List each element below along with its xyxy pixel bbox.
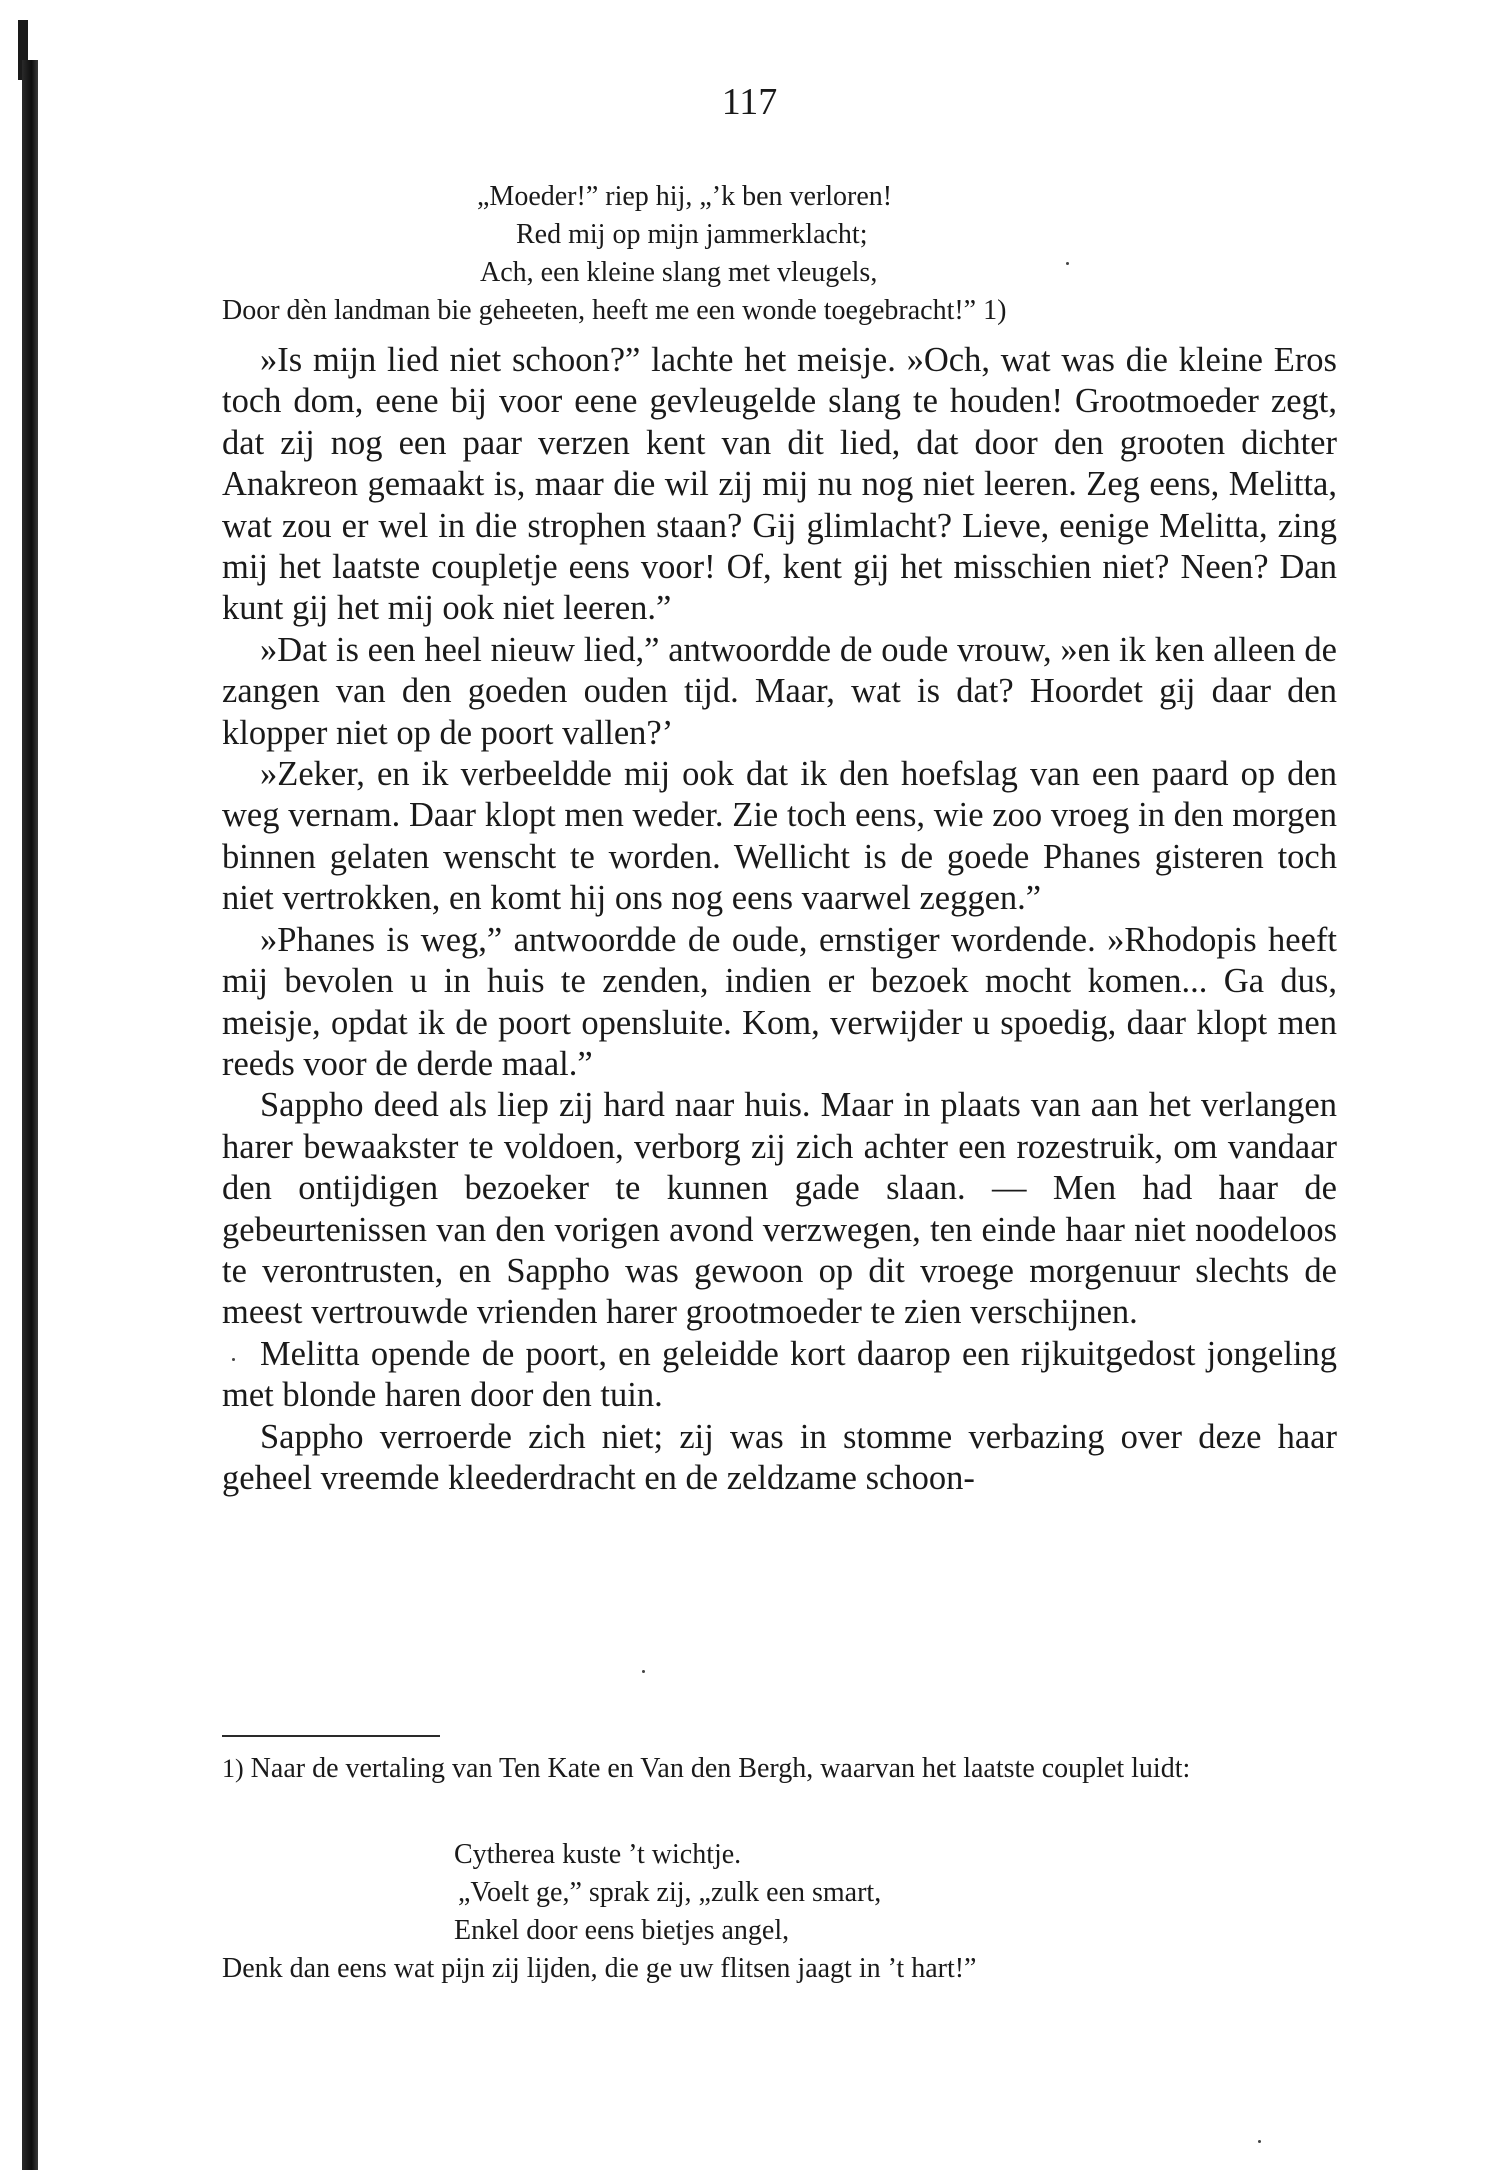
poem	[222, 178, 1352, 330]
paragraph: Sappho verroerde zich niet; zij was in stomme verbazing over deze haar geheel vreemde kleederdracht en de zeldzame schoon-	[222, 1417, 1337, 1497]
paragraph: Melitta opende de poort, en geleidde kort daarop een rijkuitgedost jongeling met blonde haren door den tuin.	[222, 1334, 1337, 1415]
footnote-marker: 1)	[222, 1754, 244, 1783]
paper-speck	[232, 1358, 235, 1361]
footnote-verse-line: Cytherea kuste ’t wichtje.	[454, 1839, 742, 1870]
poem-line: Red mij op mijn jammerklacht;	[516, 219, 868, 250]
paragraph: »Is mijn lied niet schoon?” lachte het meisje. »Och, wat was die kleine Eros toch dom, eene bij voor eene gevleugelde slang te houden! Grootmoeder zegt, dat zij nog een paar verzen kent van dit lied, dat door den grooten dichter Anakreon gemaakt is, maar die wil zij mij nu nog niet leeren. Zeg eens, Melitta, wat zou er wel in die strophen staan? Gij glimlacht? Lieve, eenige Melitta, zing mij het laatste coupletje eens voor! Of, kent gij het misschien niet? Neen? Dan kunt gij het mij ook niet leeren.”	[222, 341, 1337, 628]
footnote-verse-line: Denk dan eens wat pijn zij lijden, die ge uw flitsen jaagt in ’t hart!”	[222, 1953, 977, 1984]
paper-speck	[1066, 262, 1069, 265]
footnote-rule	[222, 1735, 440, 1737]
body-text	[222, 340, 1337, 1499]
poem-line: „Moeder!” riep hij, „’k ben verloren!	[477, 181, 893, 212]
footnote-verse-line: „Voelt ge,” sprak zij, „zulk een smart,	[458, 1877, 882, 1908]
paper-speck	[1258, 2140, 1261, 2143]
paragraph: Sappho deed als liep zij hard naar huis. Maar in plaats van aan het verlangen harer bewaakster te voldoen, verborg zij zich achter een rozestruik, om vandaar den ontijdigen bezoeker te kunnen gade slaan. — Men had haar de gebeurtenissen van den vorigen avond verzwegen, ten einde haar niet noodeloos te verontrusten, en Sappho was gewoon op dit vroege morgenuur slechts de meest vertrouwde vrienden harer grootmoeder te zien verschijnen.	[222, 1086, 1337, 1332]
paragraph: »Zeker, en ik verbeeldde mij ook dat ik den hoefslag van een paard op den weg vernam. Daar klopt men weder. Zie toch eens, wie zoo vroeg in den morgen binnen gelaten wenscht te worden. Wellicht is de goede Phanes gisteren toch niet vertrokken, en komt hij ons nog eens vaarwel zeggen.”	[222, 755, 1337, 918]
paragraph: »Phanes is weg,” antwoordde de oude, ernstiger wordende. »Rhodopis heeft mij bevolen u in huis te zenden, indien er bezoek mocht komen... Ga dus, meisje, opdat ik de poort opensluite. Kom, verwijder u spoedig, daar klopt men reeds voor de derde maal.”	[222, 920, 1337, 1083]
page-number: 117	[721, 81, 778, 123]
binding-edge	[22, 60, 38, 2170]
footnote-verse	[222, 1836, 1352, 1988]
poem-line: Ach, een kleine slang met vleugels,	[480, 257, 878, 288]
paper-speck	[642, 1670, 645, 1673]
footnote-verse-line: Enkel door eens bietjes angel,	[454, 1915, 790, 1946]
poem-line: Door dèn landman bie geheeten, heeft me een wonde toegebracht!” 1)	[222, 295, 1007, 326]
footnote	[222, 1752, 1337, 1786]
footnote-body: Naar de vertaling van Ten Kate en Van den Bergh, waarvan het laatste couplet luidt:	[250, 1753, 1191, 1784]
paragraph: »Dat is een heel nieuw lied,” antwoordde de oude vrouw, »en ik ken alleen de zangen van den goeden ouden tijd. Maar, wat is dat? Hoordet gij daar den klopper niet op de poort vallen?’	[222, 630, 1337, 752]
